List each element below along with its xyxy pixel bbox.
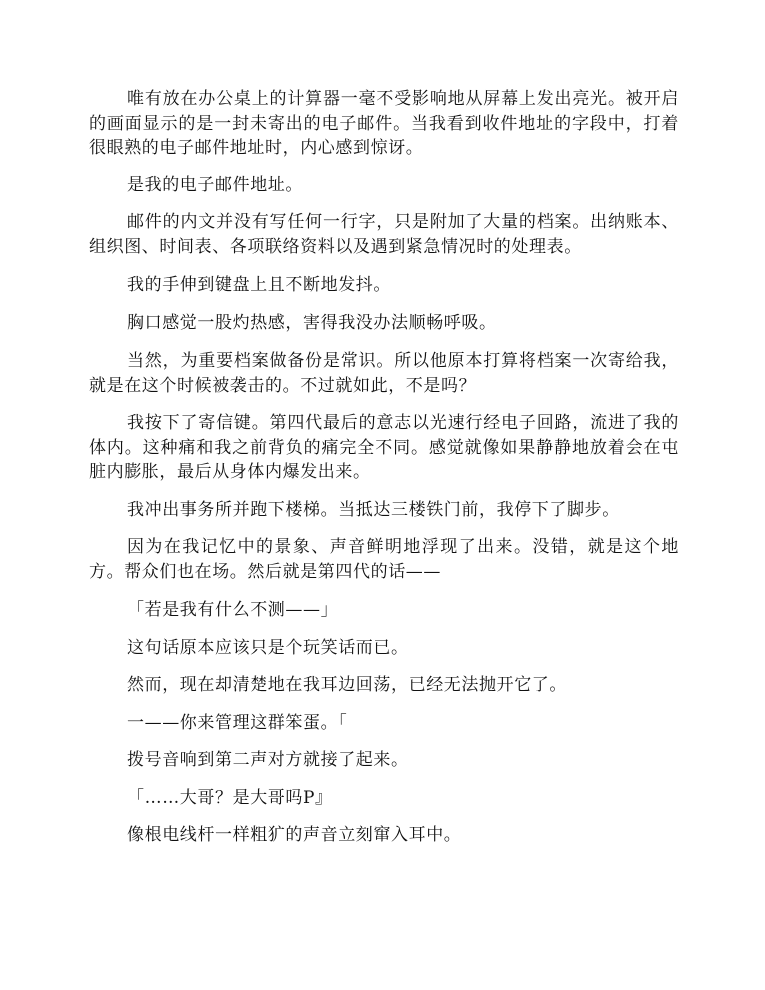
paragraph-3: 邮件的内文并没有写任何一行字，只是附加了大量的档案。出纳账本、组织图、时间表、各项联络资料以及遇到紧急情况时的处理表。 xyxy=(89,212,679,257)
paragraph-12: 然而，现在却清楚地在我耳边回荡，已经无法抛开它了。 xyxy=(127,675,567,695)
paragraph-5: 胸口感觉一股灼热感，害得我没办法顺畅呼吸。 xyxy=(127,313,497,333)
paragraph-9: 因为在我记忆中的景象、声音鲜明地浮现了出来。没错，就是这个地方。帮众们也在场。然后就是第四代的话—— xyxy=(89,537,679,582)
paragraph-7: 我按下了寄信键。第四代最后的意志以光速行经电子回路，流进了我的体内。这种痛和我之前背负的痛完全不同。感觉就像如果静静地放着会在屯脏内膨胀，最后从身体内爆发出来。 xyxy=(89,413,679,482)
paragraph-8: 我冲出事务所并跑下楼梯。当抵达三楼铁门前，我停下了脚步。 xyxy=(127,500,620,520)
paragraph-15: 「……大哥？是大哥吗P』 xyxy=(127,788,333,808)
paragraph-2: 是我的电子邮件地址。 xyxy=(127,175,303,195)
paragraph-13: 一——你来管理这群笨蛋。「 xyxy=(127,713,348,733)
paragraph-10: 「若是我有什么不测——」 xyxy=(127,600,339,620)
paragraph-14: 拨号音响到第二声对方就接了起来。 xyxy=(127,750,409,770)
paragraph-1: 唯有放在办公桌上的计算器一毫不受影响地从屏幕上发出亮光。被开启的画面显示的是一封未寄出的电子邮件。当我看到收件地址的字段中，打着很眼熟的电子邮件地址时，内心感到惊讶。 xyxy=(89,89,679,158)
paragraph-4: 我的手伸到键盘上且不断地发抖。 xyxy=(127,275,391,295)
paragraph-11: 这句话原本应该只是个玩笑话而已。 xyxy=(127,638,409,658)
paragraph-6: 当然，为重要档案做备份是常识。所以他原本打算将档案一次寄给我，就是在这个时候被袭击的。不过就如此，不是吗？ xyxy=(89,351,679,396)
paragraph-16: 像根电线杆一样粗犷的声音立刻窜入耳中。 xyxy=(127,825,462,845)
